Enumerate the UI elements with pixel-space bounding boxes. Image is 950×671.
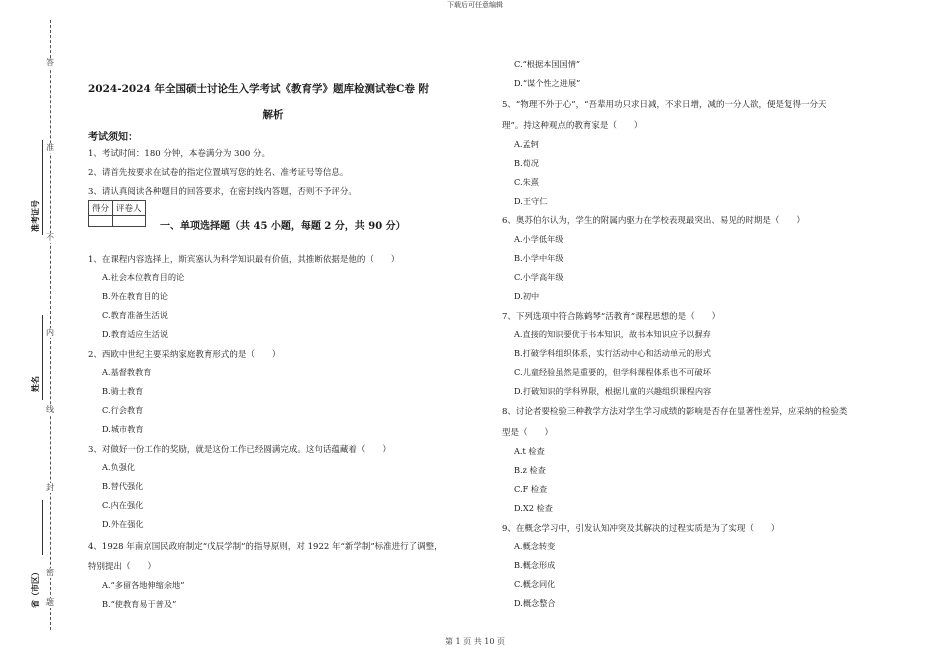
question-text: 2、西欧中世纪主要采纳家庭教育形式的是（ ） bbox=[88, 350, 281, 360]
name-write-line bbox=[42, 315, 43, 400]
question-text-continued: 特别提出（ ） bbox=[88, 562, 157, 572]
question-text: 8、讨论者要检验三种教学方法对学生学习成绩的影响是否存在显著性差异，应采纳的检验类 bbox=[502, 407, 848, 417]
option-text: D.概念整合 bbox=[514, 598, 556, 608]
option-text: B.打破学科组织体系，实行活动中心和活动单元的形式 bbox=[514, 348, 711, 358]
question-text-continued: 型是（ ） bbox=[502, 428, 554, 438]
binding-char: 内 bbox=[40, 328, 60, 338]
binding-char: 题 bbox=[40, 598, 60, 608]
option-text: D.“谋个性之进展” bbox=[514, 78, 581, 88]
grader-cell bbox=[113, 216, 146, 227]
document-title bbox=[88, 76, 458, 128]
option-text: B.替代强化 bbox=[102, 481, 144, 491]
option-text: C.小学高年级 bbox=[514, 272, 564, 282]
option-text: D.城市教育 bbox=[102, 424, 144, 434]
option-text: C.儿童经验虽然是重要的，但学科课程体系也不可破坏 bbox=[514, 367, 711, 377]
question-text: 4、1928 年南京国民政府制定“戊辰学制”的指导原则，对 1922 年“新学制”标准进行了调整， bbox=[88, 542, 443, 552]
option-text: A.小学低年级 bbox=[514, 234, 564, 244]
top-note: 下载后可任意编辑 bbox=[447, 1, 503, 9]
option-text: A.直接的知识要优于书本知识，故书本知识应予以摒弃 bbox=[514, 329, 711, 339]
region-label: 省（市区） bbox=[30, 568, 40, 608]
option-text: A.孟轲 bbox=[514, 139, 539, 149]
option-text: A.“多留各地伸缩余地” bbox=[102, 580, 185, 590]
binding-char: 不 bbox=[40, 233, 60, 243]
binding-char: 线 bbox=[40, 405, 60, 415]
notice-item: 3、请认真阅读各种题目的回答要求，在密封线内答题，否则不予评分。 bbox=[88, 187, 357, 197]
option-text: A.社会本位教育目的论 bbox=[102, 272, 185, 282]
region-write-line bbox=[42, 500, 43, 555]
option-text: D.初中 bbox=[514, 291, 540, 301]
option-text: B.z 检查 bbox=[514, 465, 546, 475]
exam-id-label: 准考证号 bbox=[30, 200, 40, 232]
option-text: D.X2 检查 bbox=[514, 503, 553, 513]
option-text: C.F 检查 bbox=[514, 484, 548, 494]
binding-char: 封 bbox=[40, 483, 60, 493]
binding-char: 密 bbox=[40, 568, 60, 578]
option-text: B.荀况 bbox=[514, 158, 539, 168]
option-text: D.打破知识的学科界限，根据儿童的兴趣组织课程内容 bbox=[514, 386, 712, 396]
question-text: 3、对做好一份工作的奖励，就是这份工作已经圆满完成。这句话蕴藏着（ ） bbox=[88, 445, 391, 455]
exam-id-write-line bbox=[42, 140, 43, 235]
title-line-1: 2024-2024 年全国硕士讨论生入学考试《教育学》题库检测试卷C卷 附 bbox=[88, 83, 429, 95]
page-footer: 第 1 页 共 10 页 bbox=[445, 637, 505, 646]
question-text: 6、奥苏伯尔认为，学生的附属内驱力在学校表现最突出、易见的时期是（ ） bbox=[502, 216, 805, 226]
option-text: A.基督教教育 bbox=[102, 367, 152, 377]
option-text: C.内在强化 bbox=[102, 500, 144, 510]
option-text: D.外在强化 bbox=[102, 519, 144, 529]
option-text: A.概念转变 bbox=[514, 541, 556, 551]
score-cell bbox=[89, 216, 113, 227]
option-text: A.t 检查 bbox=[514, 446, 545, 456]
section-heading: 一、单项选择题（共 45 小题，每题 2 分，共 90 分） bbox=[160, 221, 406, 232]
question-text: 9、在概念学习中，引发认知冲突及其解决的过程实质是为了实现（ ） bbox=[502, 524, 780, 534]
option-text: C.概念同化 bbox=[514, 579, 556, 589]
option-text: C.行会教育 bbox=[102, 405, 144, 415]
question-text: 5、“物理不外于心”，“吾辈用功只求日减，不求日增，减的一分人欲，便是复得一分天 bbox=[502, 100, 827, 110]
grader-label: 评卷人 bbox=[113, 201, 146, 216]
notice-item: 2、请首先按要求在试卷的指定位置填写您的姓名、准考证号等信息。 bbox=[88, 168, 349, 178]
option-text: C.教育准备生活说 bbox=[102, 310, 168, 320]
option-text: A.负强化 bbox=[102, 462, 136, 472]
option-text: B.“使教育易于普及” bbox=[102, 599, 177, 609]
title-line-2: 解析 bbox=[262, 109, 284, 121]
binding-char: 答 bbox=[40, 58, 60, 68]
name-label: 姓名 bbox=[30, 376, 40, 392]
question-text-continued: 理”。持这种观点的教育家是（ ） bbox=[502, 121, 643, 131]
option-text: C.朱熹 bbox=[514, 177, 539, 187]
score-box bbox=[88, 200, 146, 227]
option-text: B.骑士教育 bbox=[102, 386, 144, 396]
question-text: 7、下列选项中符合陈鹤琴“活教育”课程思想的是（ ） bbox=[502, 312, 721, 322]
score-label: 得分 bbox=[89, 201, 113, 216]
notice-item: 1、考试时间：180 分钟，本卷满分为 300 分。 bbox=[88, 149, 270, 159]
option-text: C.“根据本国国情” bbox=[514, 59, 581, 69]
option-text: B.概念形成 bbox=[514, 560, 556, 570]
option-text: D.王守仁 bbox=[514, 196, 548, 206]
notice-heading: 考试须知： bbox=[88, 132, 138, 143]
binding-dashed-line bbox=[50, 20, 51, 630]
option-text: B.外在教育目的论 bbox=[102, 291, 168, 301]
option-text: B.小学中年级 bbox=[514, 253, 564, 263]
binding-char: 准 bbox=[40, 143, 60, 153]
question-text: 1、在课程内容选择上，斯宾塞认为科学知识最有价值，其推断依据是他的（ ） bbox=[88, 255, 400, 265]
option-text: D.教育适应生活说 bbox=[102, 329, 169, 339]
